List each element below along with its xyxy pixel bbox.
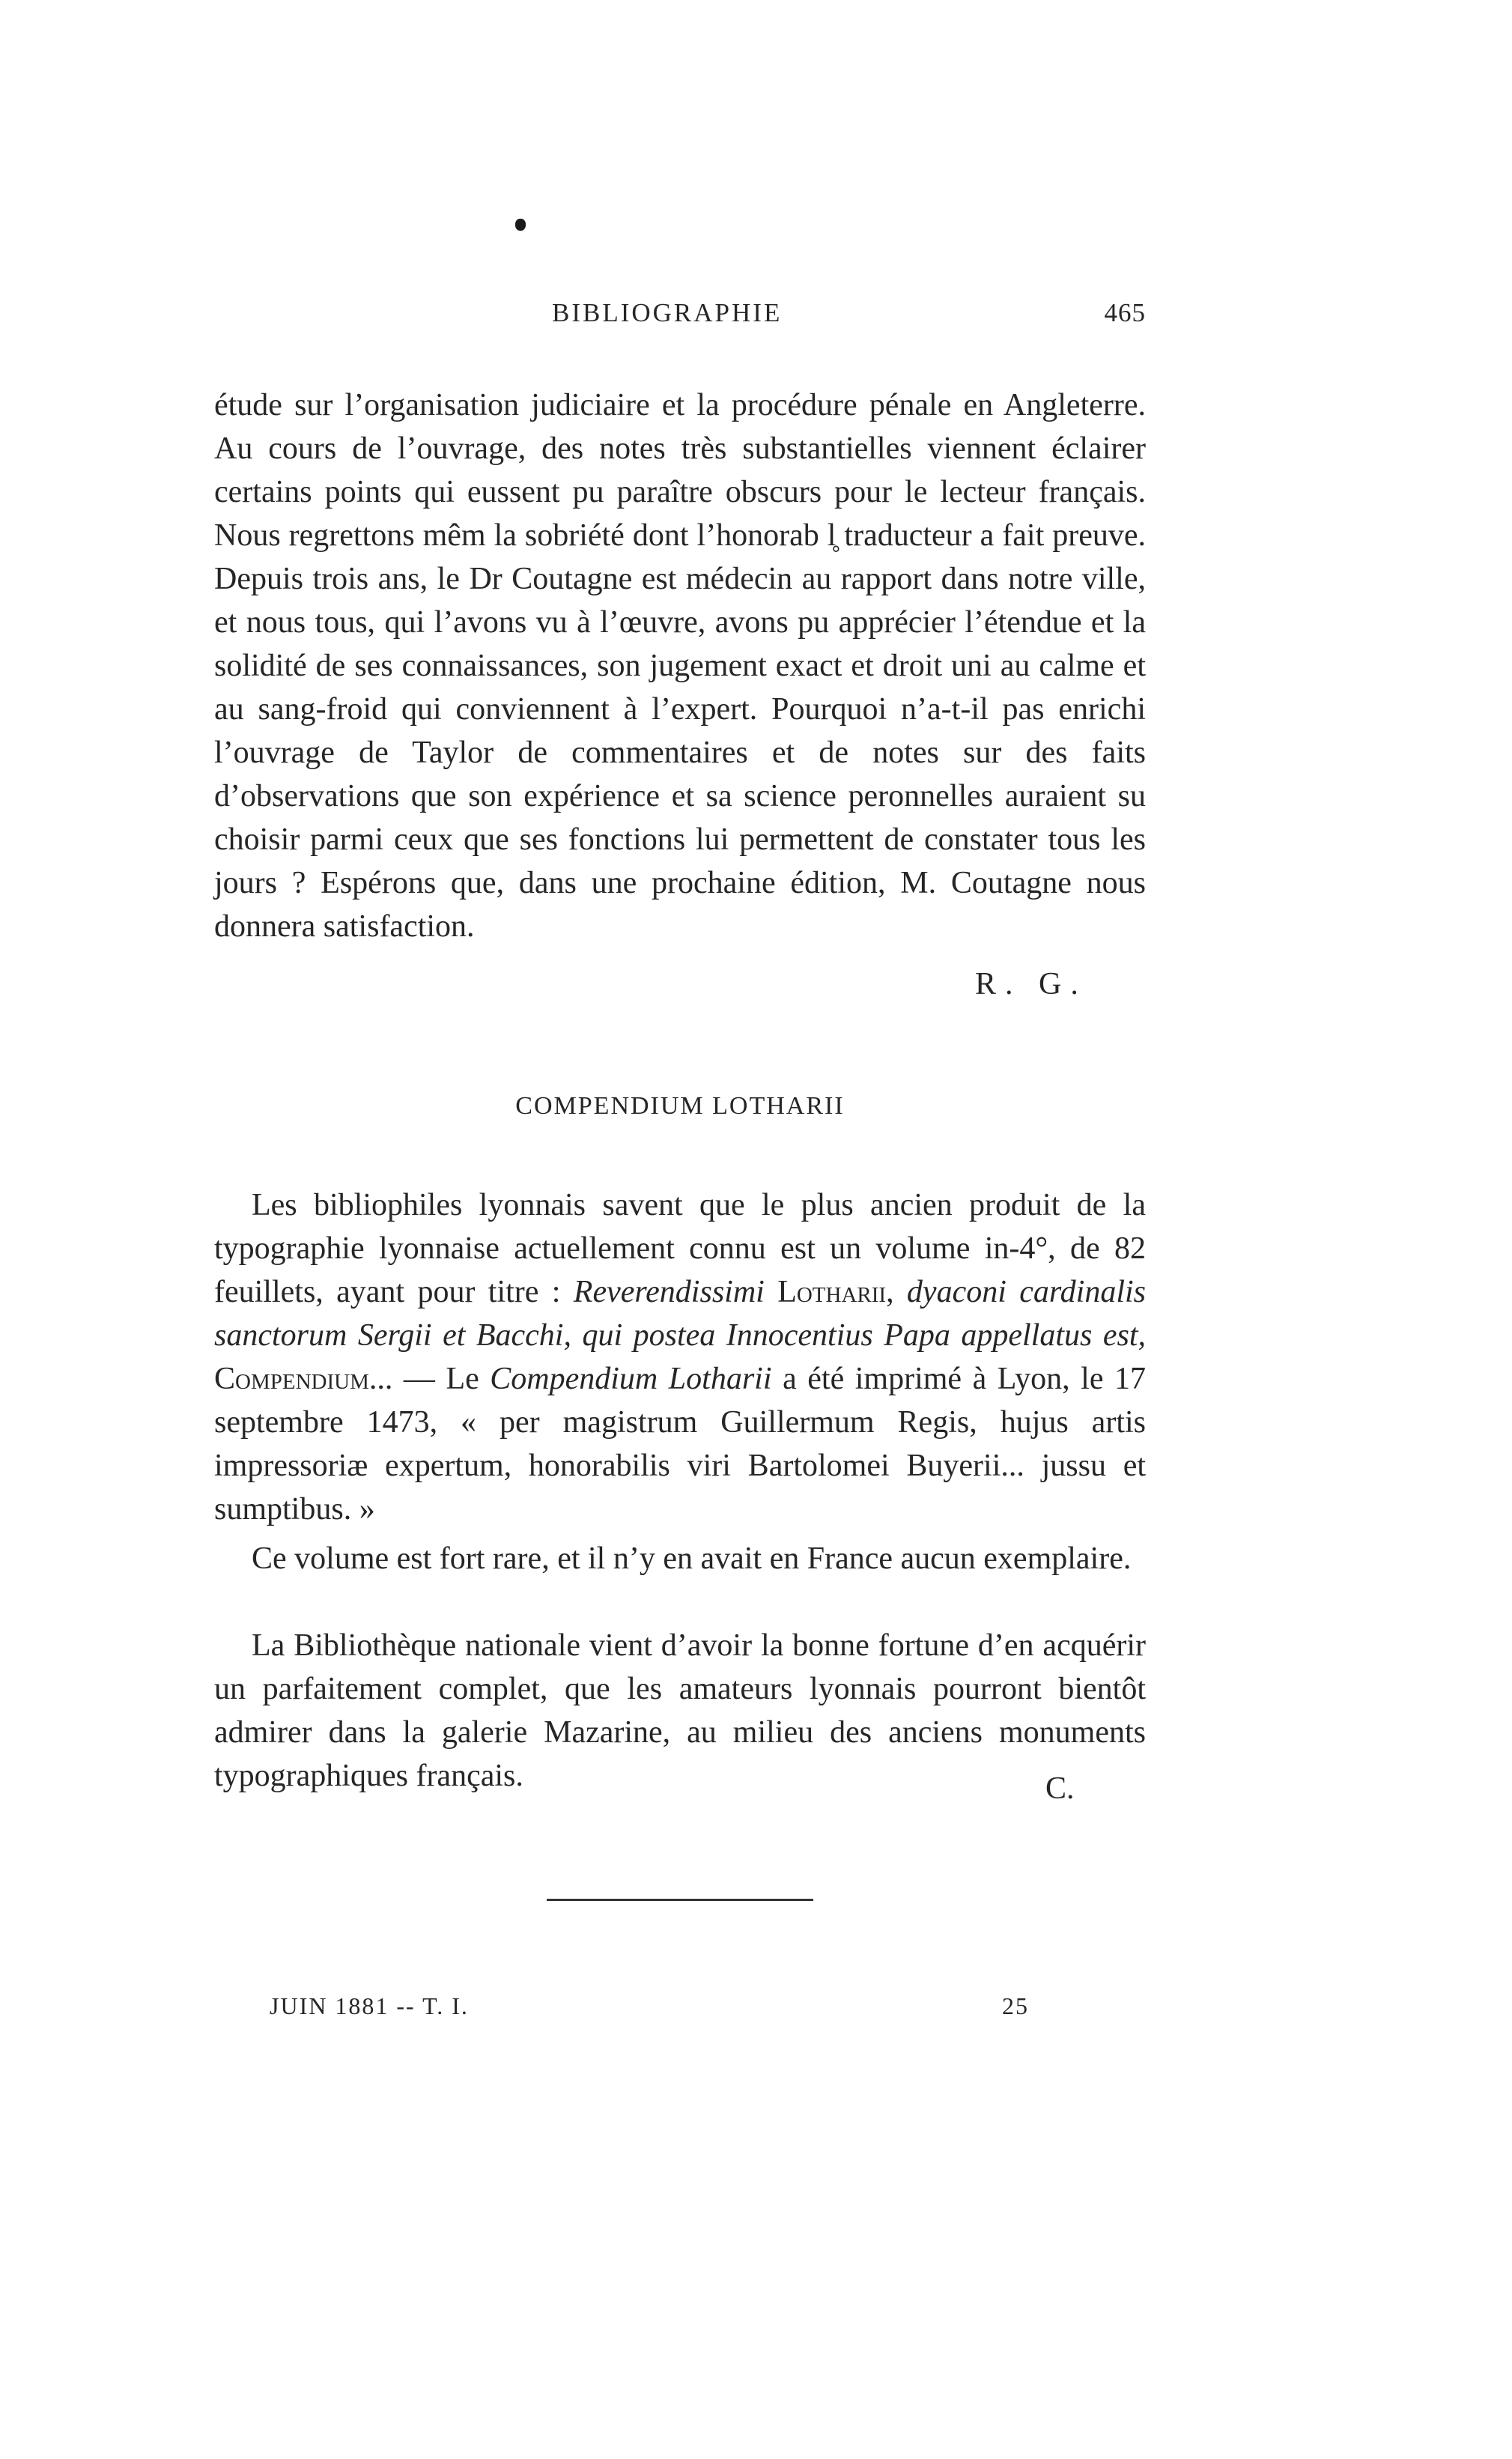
running-head: BIBLIOGRAPHIE [552, 298, 783, 327]
footer-sheet-number: 25 [1002, 1992, 1029, 2019]
review-signature: R. G. [975, 967, 1087, 1001]
page-number: 465 [1104, 298, 1146, 327]
article-paragraph-2: Ce volume est fort rare, et il n’y en avait en France aucun exemplaire. [252, 1541, 1132, 1576]
review-paragraph: étude sur l’organisation judiciaire et la procédure pénale en Angleterre. Au cours de l’ouvrage, des notes très substantielles viennent éclairer certains points qui eussent pu paraître obscurs pour le lecteur français. Nous regrettons mêm la sobriété dont l’honorab l̥ traducteur a fait preuve. Depuis trois ans, le Dr Coutagne est médecin au rapport dans notre ville, et nous tous, qui l’avons vu à l’œuvre, avons pu apprécier l’étendue et la solidité de ses connaissances, son jugement exact et droit uni au calme et au sang-froid qui conviennent à l’expert. Pourquoi n’a-t-il pas enrichi l’ouvrage de Taylor de commentaires et de notes sur des faits d’observations que son expérience et sa science peronnelles auraient su choisir parmi ceux que ses fonctions lui permettent de constater tous les jours ? Espérons que, dans une prochaine édition, M. Coutagne nous donnera satisfaction. [214, 388, 1146, 944]
article-signature: C. [1045, 1771, 1075, 1806]
text-run: a été imprimé à Lyon, le 17 septembre 1473, « per magistrum Guillermum Regis, hujus artis impressoriæ expertum, honorabilis viri Bartolomei Buyerii... jussu et sumptibus. » [214, 1362, 1147, 1526]
italic-run: Reverendissimi [573, 1275, 765, 1309]
text-run: ... — Le [368, 1362, 491, 1396]
italic-run: Compendium Lotharii [490, 1362, 772, 1396]
divider-rule [547, 1899, 813, 1901]
text-run: Les bibliophiles lyonnais savent que le plus ancien produit de la typographie lyonnaise actuellement connu est un volume in-4°, de 82 feuillets, ayant pour titre : [214, 1188, 1146, 1309]
text-run: , [886, 1275, 907, 1309]
small-caps-run: Compendium [214, 1362, 369, 1396]
footer-signature-line: JUIN 1881 -- T. I. [270, 1992, 469, 2019]
italic-run: dyaconi cardinalis sanctorum Sergii et Bacchi, qui postea Innocentius Papa appellatus est, [214, 1275, 1147, 1353]
section-title: COMPENDIUM LOTHARII [515, 1092, 845, 1120]
article-paragraph-3: La Bibliothèque nationale vient d’avoir la bonne fortune d’en acquérir un parfaitement complet, que les amateurs lyonnais pourront bientôt admirer dans la galerie Mazarine, au milieu des anciens monuments typographiques français. [214, 1628, 1146, 1793]
ink-speck [515, 219, 526, 231]
page-header [214, 298, 1146, 336]
small-caps-run: Lotharii [777, 1275, 887, 1309]
article-paragraph-1 [214, 1183, 1146, 1531]
